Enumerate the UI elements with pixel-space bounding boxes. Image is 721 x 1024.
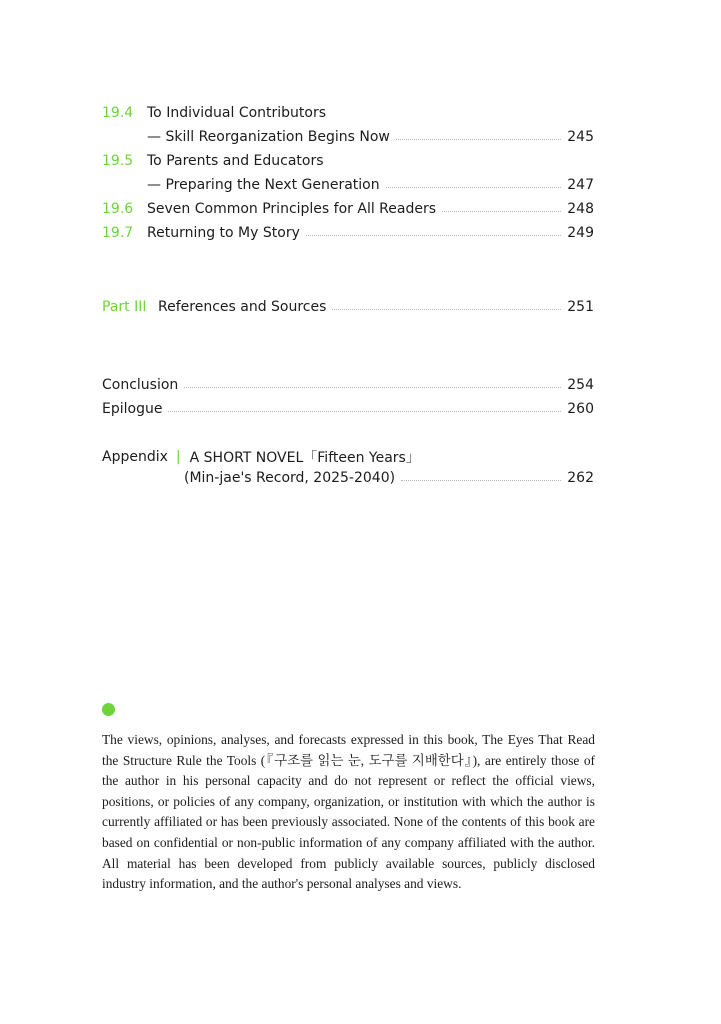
dot-leader [442,211,561,212]
toc-entry-19-4[interactable] [102,103,594,123]
green-dot-marker [102,703,115,716]
section-number: 19.7 [102,225,134,241]
page-number: 251 [567,299,594,315]
part-number: Part III [102,299,147,315]
page-number: 245 [567,129,594,145]
page-number: 254 [567,377,594,393]
toc-entry-19-6[interactable] [102,199,594,219]
appendix-separator: | [175,449,181,465]
section-number: 19.4 [102,105,134,121]
appendix-label: Appendix [102,449,168,465]
appendix-subtitle: (Min-jae's Record, 2025-2040) [184,470,396,486]
chapter-title: Epilogue [102,401,163,417]
toc-entry-appendix-subtitle[interactable] [102,468,594,488]
section-subtitle: — Preparing the Next Generation [147,177,380,193]
dot-leader [386,187,562,188]
toc-entry-19-7[interactable] [102,223,594,243]
toc-entry-conclusion[interactable] [102,375,594,395]
toc-entry-19-5-subtitle[interactable] [102,175,594,195]
section-title: To Individual Contributors [147,105,327,121]
page-number: 260 [567,401,594,417]
dot-leader [396,139,561,140]
dot-leader [168,411,561,412]
section-title: Returning to My Story [147,225,300,241]
toc-entry-19-4-subtitle[interactable] [102,127,594,147]
chapter-title: Conclusion [102,377,179,393]
section-number: 19.6 [102,201,134,217]
dot-leader [401,480,561,481]
dot-leader [306,235,561,236]
toc-entry-appendix[interactable] [102,447,594,467]
page-number: 247 [567,177,594,193]
page-number: 249 [567,225,594,241]
appendix-title: A SHORT NOVEL「Fifteen Years」 [189,450,420,466]
toc-entry-19-5[interactable] [102,151,594,171]
disclaimer-text: The views, opinions, analyses, and forecasts expressed in this book, The Eyes That Read the Structure Rule the Tools (『구조를 읽는 눈, 도구를 지배한다』), are entirely those of the author in his personal capacity and do not represent or reflect the official views, positions, or policies of any company, organization, or institution with which the author is currently affiliated or has been previously associated. None of the contents of this book are based on confidential or non-public information of any company affiliated with the author. All material has been developed from publicly available sources, publicly disclosed industry information, and the author's personal analyses and views. [102,732,595,892]
page-number: 248 [567,201,594,217]
toc-entry-epilogue[interactable] [102,399,594,419]
part-title: References and Sources [158,299,327,315]
dot-leader [332,309,561,310]
section-number: 19.5 [102,153,134,169]
page-number: 262 [567,470,594,486]
section-title: To Parents and Educators [147,153,324,169]
dot-leader [184,387,561,388]
section-subtitle: — Skill Reorganization Begins Now [147,129,390,145]
toc-entry-part-iii[interactable] [102,297,594,317]
section-title: Seven Common Principles for All Readers [147,201,437,217]
